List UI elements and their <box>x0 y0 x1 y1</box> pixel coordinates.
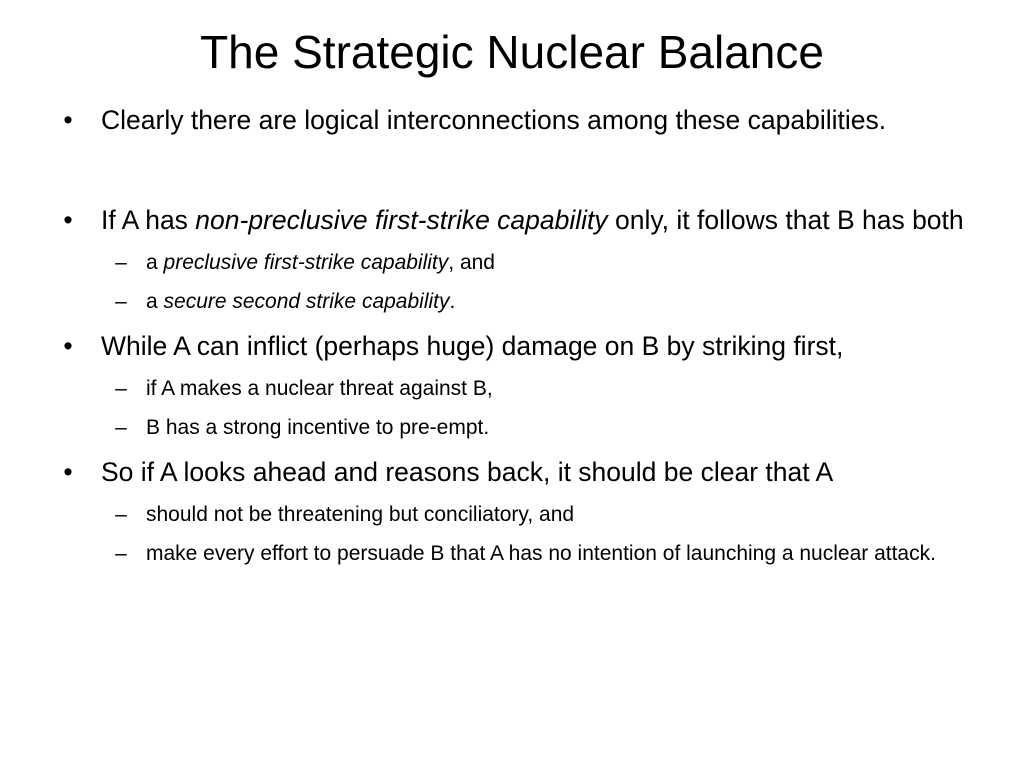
dash-glyph: – <box>115 377 127 400</box>
bullet-text: So if A looks ahead and reasons back, it should be clear that A <box>101 457 834 487</box>
dash-glyph: – <box>115 503 127 526</box>
bullet-item <box>58 100 978 140</box>
dash-glyph: – <box>115 251 127 274</box>
bullet-glyph: • <box>63 331 73 361</box>
sub-bullet-text: B has a strong incentive to pre-empt. <box>146 416 490 439</box>
sub-bullet-text-prefix: a <box>146 290 164 313</box>
bullet-glyph: • <box>63 105 73 135</box>
bullet-text-suffix: only, it follows that B has both <box>607 205 964 235</box>
dash-glyph: – <box>115 416 127 439</box>
sub-bullet-text-suffix: , and <box>448 251 495 274</box>
sub-bullet-text-emphasis: secure second strike capability <box>163 290 450 313</box>
sub-bullet-item <box>58 285 978 318</box>
bullet-text-prefix: If A has <box>101 205 196 235</box>
sub-bullet-item <box>58 498 978 531</box>
dash-glyph: – <box>115 542 127 565</box>
sub-bullet-text: should not be threatening but conciliatory, and <box>146 503 575 526</box>
bullet-text: Clearly there are logical interconnections among these capabilities. <box>101 105 887 135</box>
sub-bullet-text: make every effort to persuade B that A has no intention of launching a nuclear attack. <box>146 542 936 565</box>
slide-body <box>58 100 978 570</box>
bullet-glyph: • <box>63 205 73 235</box>
sub-bullet-text-suffix: . <box>449 290 456 313</box>
bullet-item <box>58 326 978 366</box>
dash-glyph: – <box>115 290 127 313</box>
sub-bullet-item <box>58 246 978 279</box>
bullet-item <box>58 200 978 240</box>
bullet-text: While A can inflict (perhaps huge) damage on B by striking first, <box>101 331 844 361</box>
sub-bullet-text-prefix: a <box>146 251 164 274</box>
sub-bullet-item <box>58 411 978 444</box>
sub-bullet-text-emphasis: preclusive first-strike capability <box>163 251 449 274</box>
bullet-glyph: • <box>63 457 73 487</box>
bullet-text-emphasis: non-preclusive first-strike capability <box>195 205 608 235</box>
sub-bullet-text: if A makes a nuclear threat against B, <box>146 377 493 400</box>
sub-bullet-item <box>58 537 978 570</box>
slide-title: The Strategic Nuclear Balance <box>200 26 824 78</box>
sub-bullet-item <box>58 372 978 405</box>
bullet-item <box>58 452 978 492</box>
